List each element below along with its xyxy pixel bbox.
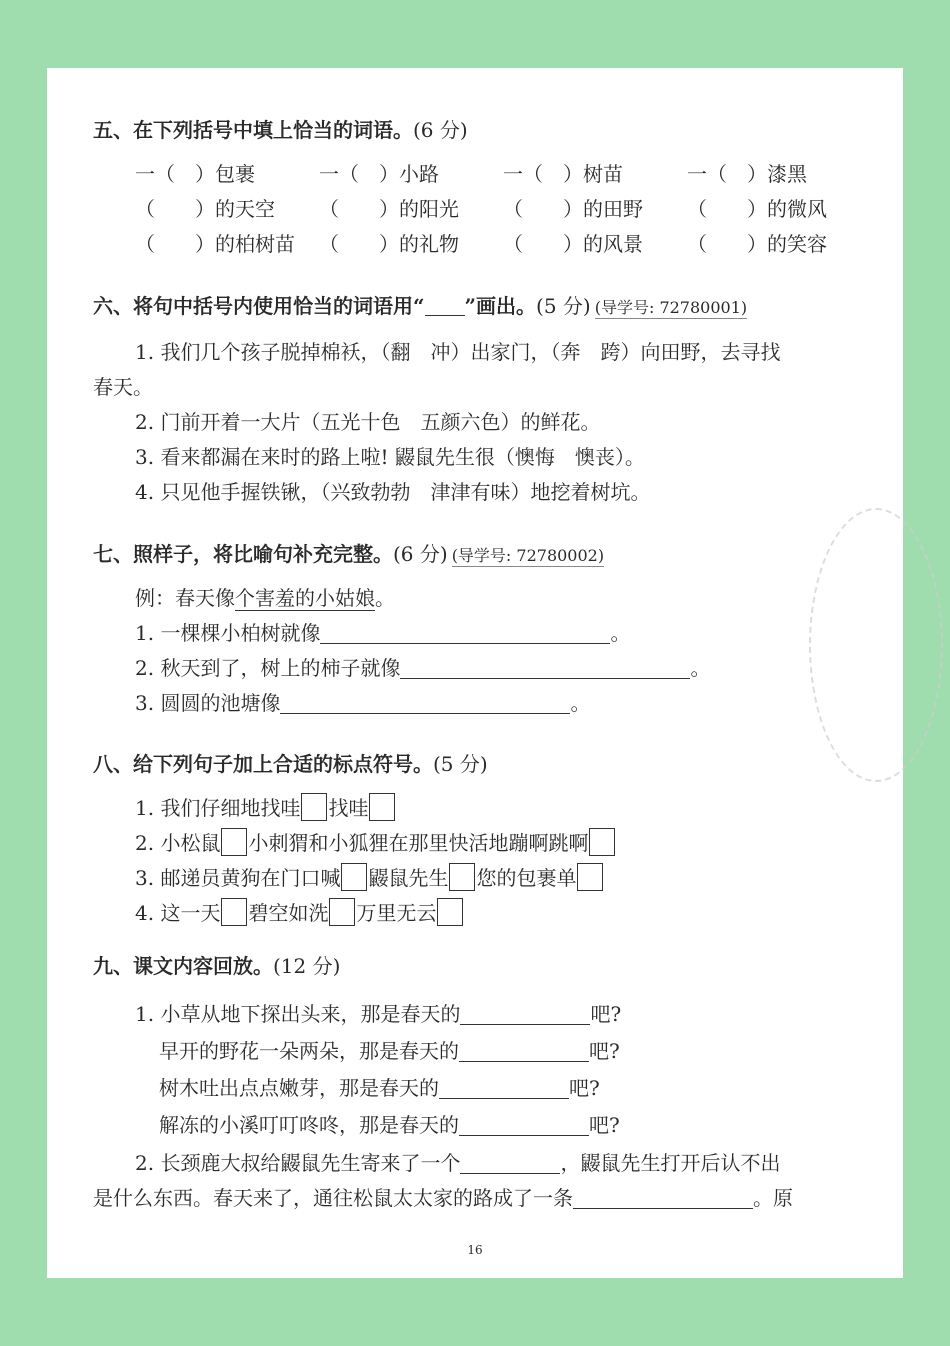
s5-item: 一（ ）包裹 — [135, 162, 255, 186]
s6-question-1-cont: 春天。 — [93, 375, 153, 399]
s5-item: （ ）的阳光 — [319, 197, 459, 221]
answer-line[interactable] — [460, 1153, 560, 1174]
answer-line[interactable] — [573, 1188, 753, 1209]
s8-question-4: 4. 这一天 碧空如洗 万里无云 — [135, 897, 464, 926]
punctuation-box[interactable] — [221, 828, 247, 856]
punctuation-box[interactable] — [329, 898, 355, 926]
answer-line[interactable] — [460, 1004, 590, 1025]
answer-line[interactable] — [439, 1078, 569, 1099]
punctuation-box[interactable] — [341, 863, 367, 891]
punctuation-box[interactable] — [369, 793, 395, 821]
s8-question-1: 1. 我们仔细地找哇 找哇 — [135, 792, 396, 821]
answer-line[interactable] — [280, 693, 570, 714]
section-7-title: 七、照样子，将比喻句补充完整。(6 分) (导学号: 72780002) — [93, 542, 605, 566]
s8-question-2: 2. 小松鼠 小刺猬和小狐狸在那里快活地蹦啊跳啊 — [135, 827, 616, 856]
section-5-title: 五、在下列括号中填上恰当的词语。(6 分) — [93, 118, 468, 142]
s7-question-2: 2. 秋天到了，树上的柿子就像 。 — [135, 656, 711, 680]
s5-item: 一（ ）树苗 — [503, 162, 623, 186]
s5-item: （ ）的柏树苗 — [135, 232, 295, 256]
s5-item: （ ）的笑容 — [687, 232, 827, 256]
s9-question-2: 2. 长颈鹿大叔给鼹鼠先生寄来了一个 ，鼹鼠先生打开后认不出 — [135, 1151, 781, 1175]
punctuation-box[interactable] — [577, 863, 603, 891]
faded-stamp — [809, 508, 943, 782]
s5-item: （ ）的田野 — [503, 197, 643, 221]
punctuation-box[interactable] — [589, 828, 615, 856]
s6-question-1: 1. 我们几个孩子脱掉棉袄，（翻 冲）出家门，（奔 跨）向田野，去寻找 — [135, 340, 781, 364]
section-8-title: 八、给下列句子加上合适的标点符号。(5 分) — [93, 752, 488, 776]
answer-line[interactable] — [459, 1041, 589, 1062]
s9-question-2-cont: 是什么东西。春天来了，通往松鼠太太家的路成了一条 。原 — [93, 1186, 793, 1210]
s7-question-1: 1. 一棵棵小柏树就像 。 — [135, 621, 631, 645]
punctuation-box[interactable] — [449, 863, 475, 891]
s5-item: 一（ ）漆黑 — [687, 162, 807, 186]
s5-item: （ ）的风景 — [503, 232, 643, 256]
s6-question-4: 4. 只见他手握铁锹，（兴致勃勃 津津有味）地挖着树坑。 — [135, 480, 651, 504]
punctuation-box[interactable] — [301, 793, 327, 821]
answer-line[interactable] — [320, 623, 610, 644]
s9-line-4: 解冻的小溪叮叮咚咚，那是春天的 吧? — [159, 1113, 620, 1137]
s5-item: （ ）的礼物 — [319, 232, 459, 256]
s9-line-3: 树木吐出点点嫩芽，那是春天的 吧? — [159, 1076, 600, 1100]
s5-item: （ ）的微风 — [687, 197, 827, 221]
s9-line-1: 1. 小草从地下探出头来，那是春天的 吧? — [135, 1002, 622, 1026]
s6-question-2: 2. 门前开着一大片（五光十色 五颜六色）的鲜花。 — [135, 410, 601, 434]
section-9-title: 九、课文内容回放。(12 分) — [93, 954, 341, 978]
punctuation-box[interactable] — [221, 898, 247, 926]
section-6-title: 六、将句中括号内使用恰当的词语用“ ”画出。(5 分) (导学号: 72780001) — [93, 294, 748, 318]
answer-line[interactable] — [459, 1115, 589, 1136]
s7-example: 例：春天像个害羞的小姑娘。 — [135, 586, 395, 610]
worksheet-page — [47, 68, 903, 1278]
s5-item: （ ）的天空 — [135, 197, 275, 221]
answer-line[interactable] — [400, 658, 690, 679]
underline-sample — [425, 297, 465, 316]
punctuation-box[interactable] — [437, 898, 463, 926]
s7-question-3: 3. 圆圆的池塘像 。 — [135, 691, 591, 715]
s6-question-3: 3. 看来都漏在来时的路上啦! 鼹鼠先生很（懊悔 懊丧）。 — [135, 445, 645, 469]
page-number: 16 — [467, 1243, 483, 1257]
s5-item: 一（ ）小路 — [319, 162, 439, 186]
s8-question-3: 3. 邮递员黄狗在门口喊 鼹鼠先生 您的包裹单 — [135, 862, 604, 891]
s9-line-2: 早开的野花一朵两朵，那是春天的 吧? — [159, 1039, 620, 1063]
